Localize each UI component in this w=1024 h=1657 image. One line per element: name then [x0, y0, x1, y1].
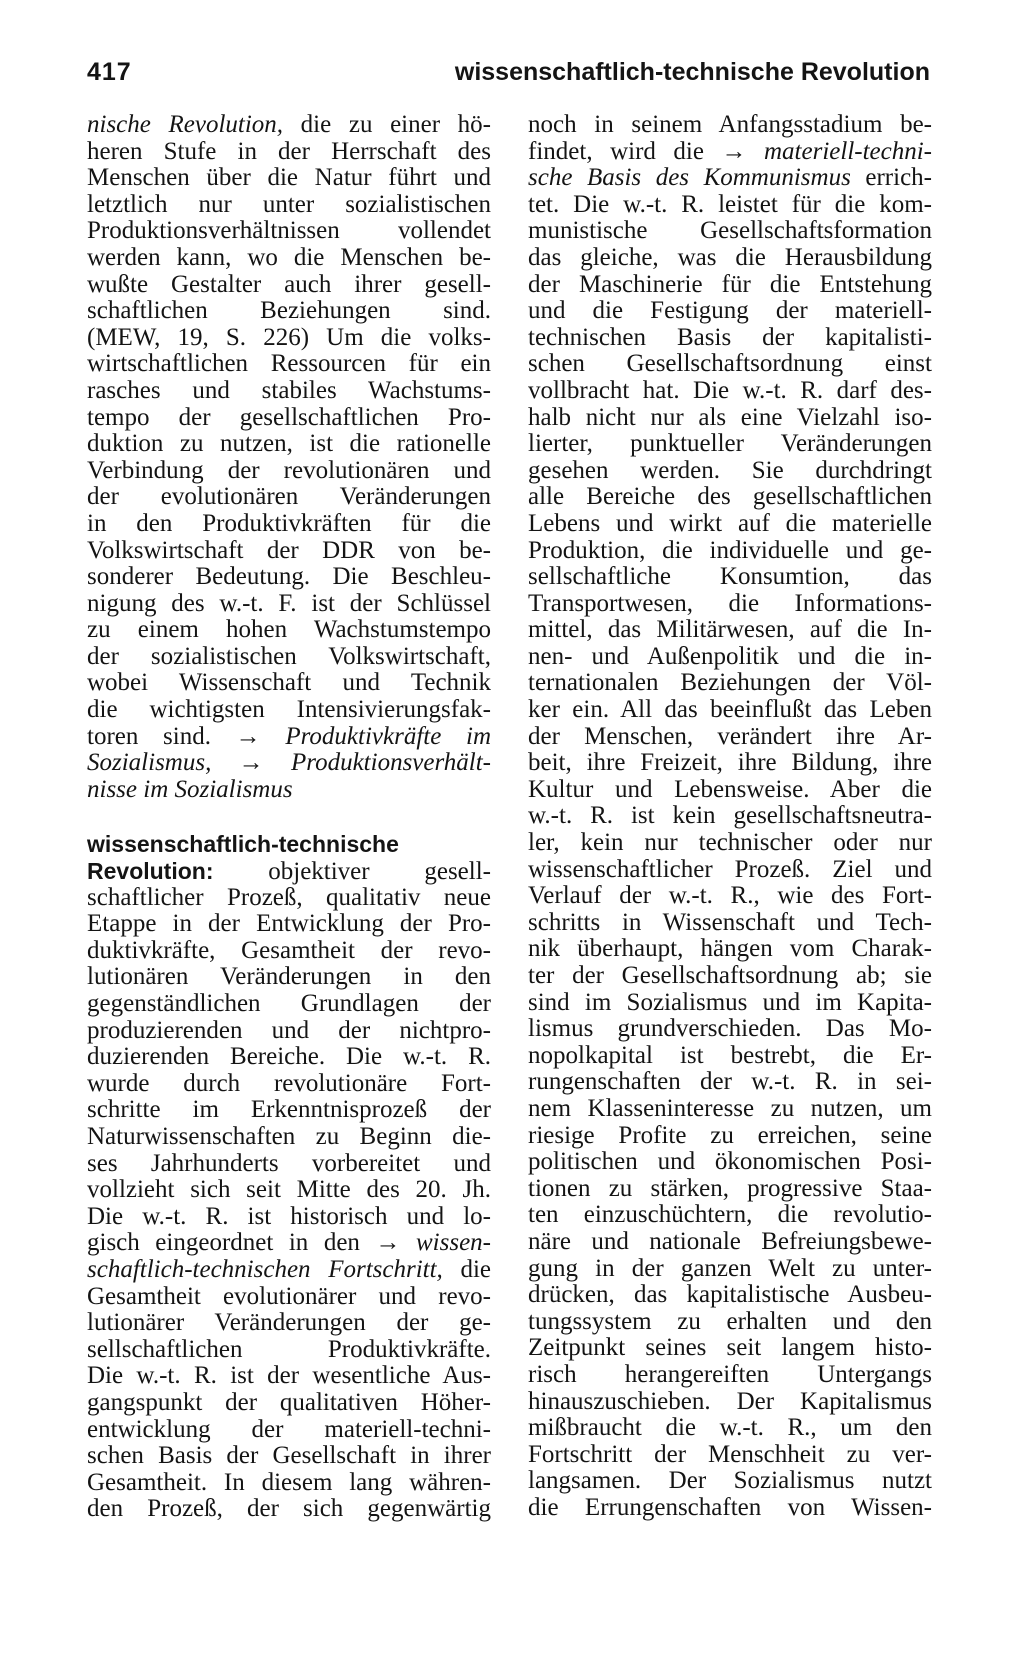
text-line	[528, 378, 932, 405]
text-line	[87, 165, 491, 192]
text-line	[87, 1124, 491, 1151]
text-line	[87, 911, 491, 938]
text-line	[87, 777, 491, 804]
text-run: gangspunkt der qualitativen Höher-	[87, 1388, 491, 1416]
entry-keyword: wissenschaftlich-technische	[87, 831, 399, 858]
text-run: Lebens und wirkt auf die materielle	[528, 509, 932, 537]
text-line	[528, 777, 932, 804]
text-line	[87, 139, 491, 166]
text-line	[528, 1495, 932, 1522]
text-line	[87, 1071, 491, 1098]
text-line	[528, 1016, 932, 1043]
text-line	[87, 272, 491, 299]
text-run: wissenschaftlicher Prozeß. Ziel und	[528, 855, 932, 883]
text-run: das gleiche, was die Herausbildung	[528, 243, 932, 271]
text-line	[528, 272, 932, 299]
text-line	[87, 991, 491, 1018]
text-run: gisch eingeordnet in den →	[87, 1229, 416, 1257]
text-line	[528, 1468, 932, 1495]
text-line	[87, 511, 491, 538]
text-run: munistische Gesellschaftsformation	[528, 217, 932, 245]
text-line	[87, 644, 491, 671]
text-line	[528, 1096, 932, 1123]
text-run: nem Klasseninteresse zu nutzen, um	[528, 1094, 932, 1122]
text-line	[528, 750, 932, 777]
text-run: ker ein. All das beeinflußt das Leben	[528, 696, 932, 724]
text-line	[528, 803, 932, 830]
text-run: nik überhaupt, hängen vom Charak-	[528, 935, 932, 963]
text-run: alle Bereiche des gesellschaftlichen	[528, 483, 932, 511]
text-run: Verbindung der revolutionären und	[87, 456, 491, 484]
text-run: hinauszuschieben. Der Kapitalismus	[528, 1387, 932, 1415]
text-run: schen Gesellschaftsordnung einst	[528, 350, 932, 378]
text-run: Produktionsverhältnissen vollendet	[87, 217, 491, 245]
text-line	[87, 831, 491, 858]
text-run: Transportwesen, die Informations-	[528, 589, 932, 617]
text-run: vollzieht sich seit Mitte des 20. Jh.	[87, 1176, 491, 1204]
text-line	[87, 458, 491, 485]
text-run: findet, wird die →	[528, 137, 764, 165]
text-run: Verlauf der w.-t. R., wie des Fort-	[528, 882, 932, 910]
text-run: Kultur und Lebensweise. Aber die	[528, 775, 932, 803]
text-run: Fortschritt der Menschheit zu ver-	[528, 1440, 932, 1468]
text-run: rasches und stabiles Wachstums-	[87, 376, 491, 404]
text-run: Gesamtheit evolutionärer und revo-	[87, 1282, 491, 1310]
text-line	[87, 378, 491, 405]
text-run: tet. Die w.-t. R. leistet für die kom-	[528, 190, 932, 218]
text-line	[528, 963, 932, 990]
text-run: wurde durch revolutionäre Fort-	[87, 1069, 491, 1097]
text-run: riesige Profite zu erreichen, seine	[528, 1121, 932, 1149]
text-run: Menschen über die Natur führt und	[87, 164, 491, 192]
text-line	[87, 1177, 491, 1204]
text-run: ses Jahrhunderts vorbereitet und	[87, 1149, 491, 1177]
text-line	[528, 883, 932, 910]
text-run: die	[442, 1255, 492, 1283]
text-line	[528, 1309, 932, 1336]
text-run: tempo der gesellschaftlichen Pro-	[87, 403, 491, 431]
italic-reference: sche Basis des Kommunismus	[528, 164, 851, 192]
italic-reference: Sozialismus,	[87, 749, 212, 777]
text-run: langsamen. Der Sozialismus nutzt	[528, 1467, 932, 1495]
text-run: in den Produktivkräften für die	[87, 509, 491, 537]
italic-reference: nische Revolution,	[87, 111, 284, 138]
text-run: noch in seinem Anfangsstadium be-	[528, 111, 932, 138]
text-run: produzierenden und der nichtpro-	[87, 1016, 491, 1044]
text-line	[528, 405, 932, 432]
text-line	[87, 405, 491, 432]
text-run: die zu einer hö-	[283, 111, 491, 138]
text-run: errich-	[850, 164, 932, 192]
text-line	[87, 351, 491, 378]
text-line	[87, 484, 491, 511]
text-line	[528, 1389, 932, 1416]
text-line	[528, 1202, 932, 1229]
text-line	[528, 617, 932, 644]
text-run: den Prozeß, der sich gegenwärtig	[87, 1495, 491, 1523]
text-run: schen Basis der Gesellschaft in ihrer	[87, 1442, 491, 1470]
text-line	[87, 1257, 491, 1284]
text-line	[528, 857, 932, 884]
text-run: näre und nationale Befreiungsbewe-	[528, 1227, 932, 1255]
text-line	[87, 218, 491, 245]
text-run: tungssystem zu erhalten und den	[528, 1307, 932, 1335]
text-run: ter der Gesellschaftsordnung ab; sie	[528, 962, 932, 989]
text-line	[87, 1363, 491, 1390]
text-run: politischen und ökonomischen Posi-	[528, 1148, 932, 1176]
text-line	[528, 325, 932, 352]
text-line	[87, 1443, 491, 1470]
text-line	[528, 431, 932, 458]
text-line	[528, 936, 932, 963]
italic-reference: Produktivkräfte im	[285, 722, 491, 750]
text-line	[87, 697, 491, 724]
text-line	[87, 1310, 491, 1337]
text-run: sind im Sozialismus und im Kapita-	[528, 988, 932, 1016]
text-line	[87, 724, 491, 751]
text-line	[528, 910, 932, 937]
text-run: der Maschinerie für die Entstehung	[528, 270, 932, 298]
text-line	[528, 298, 932, 325]
italic-reference: schaftlich-technischen Fortschritt,	[87, 1255, 443, 1283]
text-line	[87, 858, 491, 885]
text-line	[87, 325, 491, 352]
text-line	[528, 484, 932, 511]
text-run: Die w.-t. R. ist der wesentliche Aus-	[87, 1362, 491, 1390]
text-run: nopolkapital ist bestrebt, die Er-	[528, 1041, 932, 1069]
text-line	[87, 564, 491, 591]
text-run: letztlich nur unter sozialistischen	[87, 190, 491, 218]
text-run: Etappe in der Entwicklung der Pro-	[87, 910, 491, 938]
text-run: sellschaftliche Konsumtion, das	[528, 563, 932, 591]
text-line	[87, 670, 491, 697]
text-run: lismus grundverschieden. Das Mo-	[528, 1015, 932, 1043]
text-run: vollbracht hat. Die w.-t. R. darf des-	[528, 376, 932, 404]
text-run: sellschaftlichen Produktivkräfte.	[87, 1335, 491, 1363]
text-line	[87, 885, 491, 912]
text-run: technischen Basis der kapitalisti-	[528, 323, 932, 351]
text-line	[87, 1337, 491, 1364]
text-line	[528, 1123, 932, 1150]
italic-reference: Produktionsverhält-	[291, 749, 491, 777]
text-run: duzierenden Bereiche. Die w.-t. R.	[87, 1043, 491, 1071]
text-line	[528, 1282, 932, 1309]
text-line	[528, 218, 932, 245]
text-run: nigung des w.-t. F. ist der Schlüssel	[87, 589, 491, 617]
text-line	[87, 750, 491, 777]
text-line	[528, 1256, 932, 1283]
page-header	[87, 58, 930, 94]
text-run: →	[211, 749, 292, 777]
text-line	[87, 1496, 491, 1523]
text-run: ler, kein nur technischer oder nur	[528, 829, 932, 857]
running-head: wissenschaftlich-technische Revolution	[454, 58, 930, 86]
text-line	[528, 1043, 932, 1070]
text-run: und die Festigung der materiell-	[528, 297, 932, 325]
text-run: Die w.-t. R. ist historisch und lo-	[87, 1202, 491, 1230]
text-line	[528, 458, 932, 485]
text-line	[528, 697, 932, 724]
text-line	[87, 1097, 491, 1124]
text-line	[87, 1204, 491, 1231]
text-run: halb nicht nur als eine Vielzahl iso-	[528, 403, 932, 431]
text-run: nen- und Außenpolitik und die in-	[528, 642, 932, 670]
text-line	[87, 617, 491, 644]
text-line	[528, 1149, 932, 1176]
text-line	[87, 1284, 491, 1311]
text-line	[528, 1442, 932, 1469]
text-run: zu einem hohen Wachstumstempo	[87, 616, 491, 644]
text-run: duktivkräfte, Gesamtheit der revo-	[87, 936, 491, 964]
text-line	[528, 670, 932, 697]
text-run: schaftlichen Beziehungen sind.	[87, 297, 491, 325]
text-run: schritte im Erkenntnisprozeß der	[87, 1096, 491, 1124]
text-line	[528, 245, 932, 272]
text-line	[87, 245, 491, 272]
text-line	[87, 964, 491, 991]
left-column	[87, 112, 491, 1523]
text-run: Zeitpunkt seines seit langem histo-	[528, 1334, 932, 1362]
text-run: lutionärer Veränderungen der ge-	[87, 1309, 491, 1337]
text-run: beit, ihre Freizeit, ihre Bildung, ihre	[528, 749, 932, 777]
text-line	[87, 591, 491, 618]
text-line	[87, 431, 491, 458]
text-line	[87, 1417, 491, 1444]
text-run: Naturwissenschaften zu Beginn die-	[87, 1122, 491, 1150]
text-run: wobei Wissenschaft und Technik	[87, 669, 491, 697]
text-run: objektiver gesell-	[213, 858, 491, 886]
text-run: wußte Gestalter auch ihrer gesell-	[87, 270, 491, 298]
text-run: der evolutionären Veränderungen	[87, 483, 491, 511]
text-run: lierter, punktueller Veränderungen	[528, 430, 932, 458]
text-run: (MEW, 19, S. 226) Um die volks-	[87, 323, 491, 351]
italic-reference: materiell-techni-	[764, 137, 932, 165]
text-line	[528, 165, 932, 192]
page-number: 417	[87, 58, 132, 86]
text-line	[87, 192, 491, 219]
text-line	[528, 830, 932, 857]
right-column	[528, 112, 932, 1521]
text-run: duktion zu nutzen, ist die rationelle	[87, 430, 491, 458]
paragraph-gap	[87, 803, 491, 831]
text-run: w.-t. R. ist kein gesellschaftsneutra-	[528, 802, 932, 830]
text-run: heren Stufe in der Herrschaft des	[87, 137, 491, 165]
text-run: die Errungenschaften von Wissen-	[528, 1493, 932, 1521]
text-line	[87, 298, 491, 325]
text-run: toren sind. →	[87, 722, 286, 750]
text-line	[87, 1390, 491, 1417]
text-line	[528, 724, 932, 751]
entry-keyword: Revolution:	[87, 858, 214, 885]
text-run: sonderer Bedeutung. Die Beschleu-	[87, 563, 491, 591]
text-run: Produktion, die individuelle und ge-	[528, 536, 932, 564]
text-run: die wichtigsten Intensivierungsfak-	[87, 696, 491, 724]
text-run: mißbraucht die w.-t. R., um den	[528, 1414, 932, 1442]
text-run: rungenschaften der w.-t. R. in sei-	[528, 1068, 932, 1096]
text-line	[528, 990, 932, 1017]
text-line	[528, 1176, 932, 1203]
text-run: der sozialistischen Volkswirtschaft,	[87, 642, 491, 670]
text-run: der Menschen, verändert ihre Ar-	[528, 722, 932, 750]
text-line	[528, 1415, 932, 1442]
text-line	[87, 538, 491, 565]
text-line	[87, 1151, 491, 1178]
text-line	[528, 192, 932, 219]
text-line	[528, 1362, 932, 1389]
text-run: tionen zu stärken, progressive Staa-	[528, 1174, 932, 1202]
text-run: schritts in Wissenschaft und Tech-	[528, 908, 932, 936]
text-line	[528, 511, 932, 538]
text-run: lutionären Veränderungen in den	[87, 963, 491, 991]
text-run: Volkswirtschaft der DDR von be-	[87, 536, 491, 564]
text-line	[528, 1069, 932, 1096]
text-line	[528, 112, 932, 139]
text-run: gung in der ganzen Welt zu unter-	[528, 1254, 932, 1282]
text-line	[528, 351, 932, 378]
text-line	[87, 1470, 491, 1497]
text-line	[87, 938, 491, 965]
text-run: werden kann, wo die Menschen be-	[87, 243, 491, 271]
text-run: ten einzuschüchtern, die revolutio-	[528, 1201, 932, 1229]
text-run: ternationalen Beziehungen der Völ-	[528, 669, 932, 697]
text-line	[87, 112, 491, 139]
text-line	[87, 1044, 491, 1071]
text-line	[528, 1335, 932, 1362]
text-run: gesehen werden. Sie durchdringt	[528, 456, 932, 484]
text-line	[528, 564, 932, 591]
italic-reference: wissen-	[416, 1229, 491, 1257]
text-line	[528, 139, 932, 166]
text-line	[528, 538, 932, 565]
text-run: wirtschaftlichen Ressourcen für ein	[87, 350, 491, 378]
text-run: Gesamtheit. In diesem lang währen-	[87, 1468, 491, 1496]
text-run: entwicklung der materiell-techni-	[87, 1415, 491, 1443]
text-run: mittel, das Militärwesen, auf die In-	[528, 616, 932, 644]
text-run: schaftlicher Prozeß, qualitativ neue	[87, 883, 491, 911]
text-line	[87, 1018, 491, 1045]
italic-reference: nisse im Sozialismus	[87, 775, 293, 803]
text-line	[528, 644, 932, 671]
text-run: drücken, das kapitalistische Ausbeu-	[528, 1281, 932, 1309]
text-run: gegenständlichen Grundlagen der	[87, 990, 491, 1017]
text-line	[528, 591, 932, 618]
text-run: risch herangereiften Untergangs	[528, 1360, 932, 1388]
text-line	[528, 1229, 932, 1256]
text-line	[87, 1230, 491, 1257]
